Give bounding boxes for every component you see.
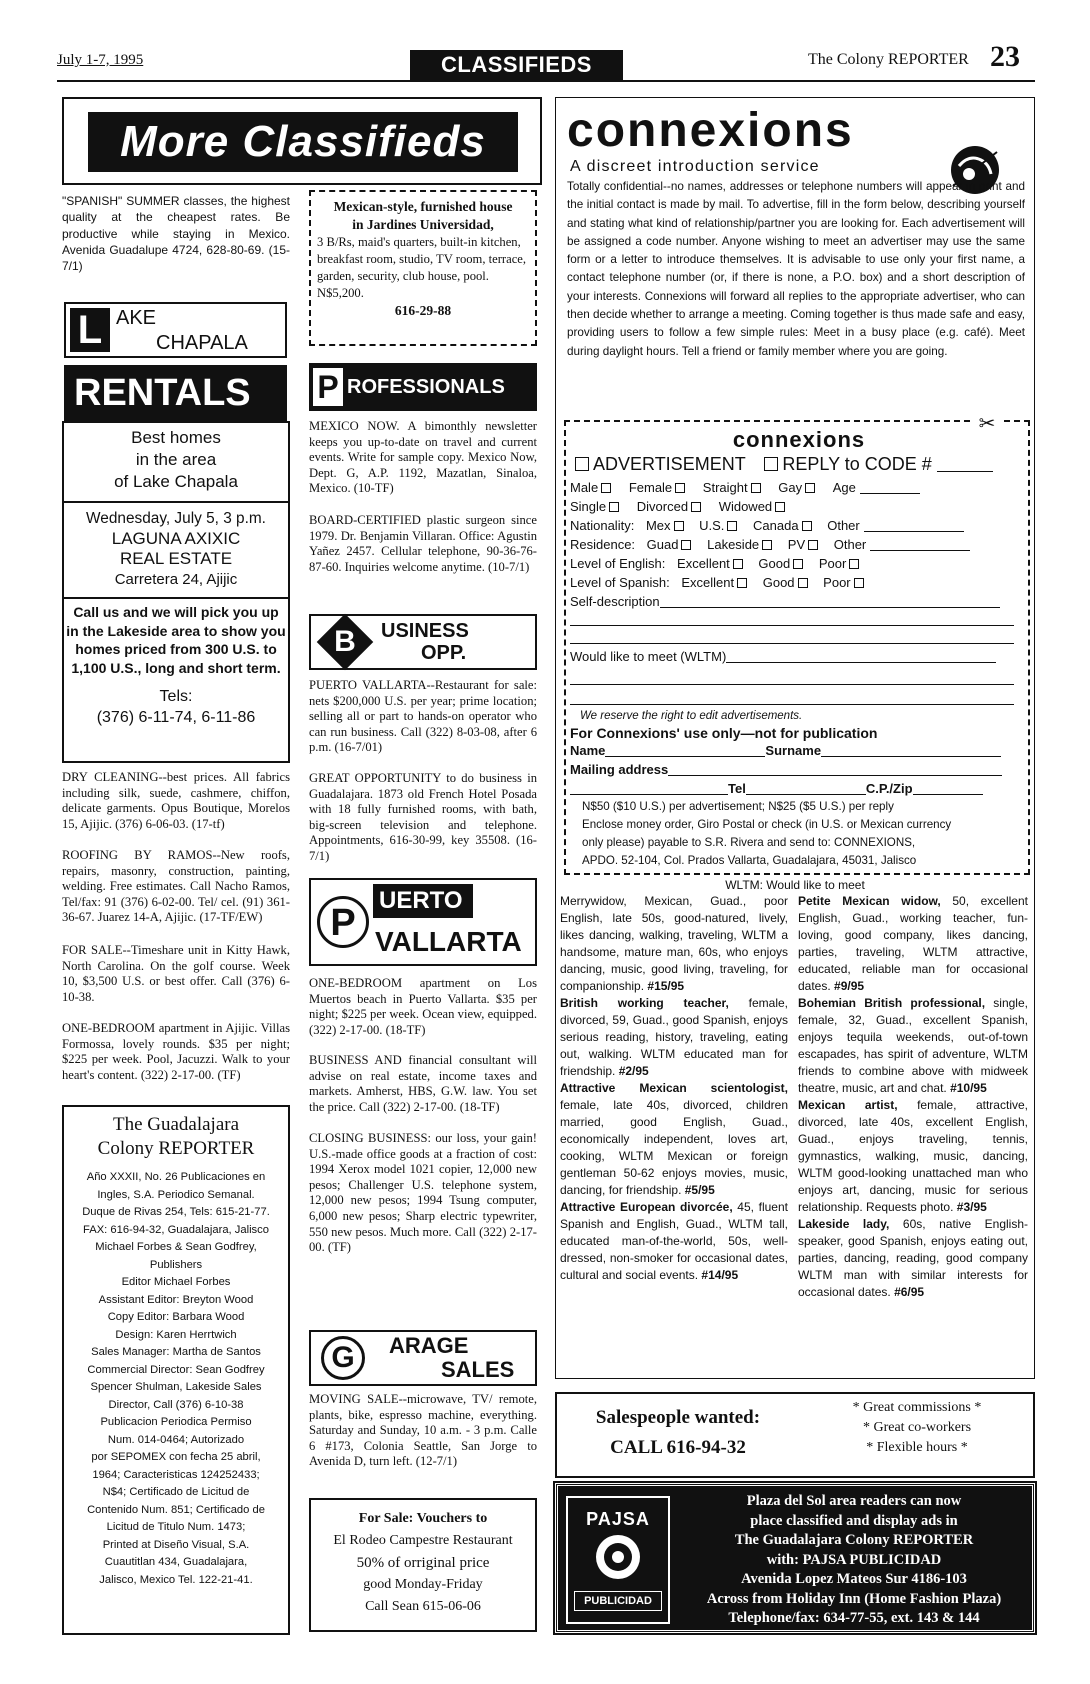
masthead-title2: Colony REPORTER: [97, 1138, 255, 1159]
masthead-line: Ingles, S.A. Periodico Semanal.: [97, 1188, 255, 1201]
gay-label: Gay: [778, 480, 803, 495]
masthead-line: Copy Editor: Barbara Wood: [107, 1311, 245, 1323]
coupon-row-type: [572, 452, 993, 476]
eng-poor-checkbox[interactable]: [849, 559, 859, 569]
business-title1: USINESS: [381, 620, 469, 642]
business-opp-banner: [309, 614, 537, 670]
salespeople-perk: * Flexible hours *: [866, 1440, 968, 1455]
other-res-label: Other: [833, 537, 867, 552]
masthead-line: Año XXXII, No. 26 Publicaciones en: [86, 1171, 266, 1183]
coupon-row-name: [570, 741, 1001, 760]
masthead-line: Cuautitlan 434, Guadalajara,: [104, 1556, 248, 1568]
mailing-field[interactable]: [668, 764, 1002, 776]
masthead-title1: The Guadalajara: [112, 1114, 240, 1135]
coupon-title: connexions: [732, 427, 866, 452]
lake-logo-ake: AKE: [116, 307, 157, 329]
personal-ad-text: female, divorced, 59, Guad., good Spanish, enjoys serious reading, history, traveling, eating out, walking. WLTM educated man for friendship.: [560, 996, 788, 1078]
rentals-best: Best homes: [131, 428, 221, 447]
rentals-banner: RENTALS: [64, 365, 287, 421]
personal-ad-heading: British working teacher,: [560, 996, 729, 1010]
selfdesc-field[interactable]: [660, 596, 1000, 608]
tel-label: Tel: [728, 781, 746, 796]
personal-ad-text: female, attractive, divorced, late 40s, excellent English, Guad., enjoys traveling, tennis, gymnastics, walking, music, dancing, WLTM good-looking unattached man who enjoys art, dancing, music for serious relationship. Requests photo.: [798, 1098, 1028, 1214]
straight-label: Straight: [702, 480, 748, 495]
personal-ad-code: #9/95: [834, 979, 865, 993]
masthead-lines: [64, 1169, 288, 1589]
personal-ad: [798, 1097, 1028, 1216]
coupon-row-nationality: [570, 516, 964, 535]
personal-ad-text: 45, fluent Spanish and English, Guad., WLTM tall, educated man-of-the-world, 50s, well-dressed, non-smoker for occasional dates, cultural and social events.: [560, 1200, 788, 1282]
masthead-line: Duque de Rivas 254, Tels: 615-21-77.: [82, 1206, 270, 1218]
pajsa-ad: [555, 1483, 1035, 1633]
lakeside-checkbox[interactable]: [762, 540, 772, 550]
spa-good-checkbox[interactable]: [798, 578, 808, 588]
spa-poor-checkbox[interactable]: [854, 578, 864, 588]
wltm-caption: WLTM: Would like to meet: [725, 878, 865, 892]
professionals-banner: [309, 363, 537, 411]
personal-ad-code: #10/95: [950, 1081, 987, 1095]
pajsa-lines: [678, 1492, 1030, 1629]
header-rule: [57, 80, 1035, 82]
eng-good-checkbox[interactable]: [793, 559, 803, 569]
mex-label: Mex: [645, 518, 671, 533]
pajsa-logo-bottom: PUBLICIDAD: [574, 1591, 662, 1611]
personal-ad-text: 50, excellent English, Guad., working teacher, fun-loving, good company, likes dancing, parties, traveling, WLTM attractive, educated, reliable man for occasional dates.: [798, 894, 1028, 993]
paper-name: [808, 51, 969, 69]
salespeople-ad: [555, 1392, 1035, 1478]
rentals-company2: REAL ESTATE: [119, 549, 233, 568]
masthead-line: N$4; Certificado de Licitud de: [102, 1486, 250, 1498]
cp-label: C.P./Zip: [865, 781, 913, 796]
masthead-line: Contenido Num. 851; Certificado de: [87, 1503, 265, 1516]
masthead-line: Publishers: [149, 1258, 203, 1271]
garage-sales-banner: [309, 1330, 537, 1386]
paper-reporter: REPORTER: [888, 51, 969, 68]
personal-ad-text: 60s, native English-speaker, good Spanish, enjoys eating out, parties, dancing, reading, good company WLTM man with similar interests for occasional dates.: [798, 1217, 1029, 1299]
vouchers-l4: good Monday-Friday: [363, 1577, 483, 1592]
ad-timeshare: FOR SALE--Timeshare unit in Kitty Hawk, North Carolina. On the golf course. Week 10, $3,500 U.S. or best offer. Call (376) 6-10-38.: [62, 943, 290, 1004]
other-nationality-field[interactable]: [864, 520, 964, 532]
ad-closing-business: CLOSING BUSINESS: our loss, your gain! U.S.-made office goods at a fraction of cost: 1994 Xerox model 1021 copier, 12,000 new pesos; Challenger U.S. telephone system, 12,000 new pesos; 1994 Tsung computer, 6,000 new pesos; Sharp electric typewriter, 550 new pesos. Much more. Call (322) 2-17-00. (TF): [309, 1131, 537, 1255]
personals-left: [560, 893, 788, 1284]
personals-right: [798, 893, 1028, 1301]
personal-ad-code: #5/95: [684, 1183, 715, 1197]
ad-mexico-now: MEXICO NOW. A bimonthly newsletter keeps you up-to-date on travel and current events. Write for sample copy. Mexico Now, Dept. G, A.P. 1192, Mazatlan, Sinaloa, Mexico. (10-TF): [309, 419, 537, 496]
personal-ad-heading: Petite Mexican widow,: [798, 894, 941, 908]
masthead-line: Design: Karen Herrtwich: [115, 1328, 237, 1341]
pv-label: PV: [787, 537, 806, 552]
personal-ad-code: #14/95: [701, 1268, 739, 1282]
rentals-company1: LAGUNA AXIXIC: [111, 529, 241, 548]
eng-excellent-checkbox[interactable]: [733, 559, 743, 569]
personal-ad-heading: Lakeside lady,: [798, 1217, 890, 1231]
pv-title2: VALLARTA: [375, 926, 522, 957]
age-field[interactable]: [860, 482, 920, 494]
vouchers-l5: Call Sean 615-06-06: [365, 1599, 481, 1614]
pv-letter: P: [317, 896, 369, 948]
masthead-line: Num. 014-0464; Autorizado: [107, 1433, 245, 1446]
masthead-line: por SEPOMEX con fecha 25 abril,: [91, 1451, 261, 1463]
rentals-road: Carretera 24, Ajijic: [114, 571, 238, 588]
guad-label: Guad: [646, 537, 679, 552]
divorced-label: Divorced: [636, 499, 689, 514]
masthead-line: Sales Manager: Martha de Santos: [91, 1346, 261, 1358]
english-label: Level of English:: [570, 556, 666, 571]
ad-dry-cleaning: DRY CLEANING--best prices. All fabrics including silk, suede, cashmere, chiffon, delicate garments. Opus Boutique, Morelos 15, Ajijic. (376) 6-06-03. (17-tf): [62, 770, 290, 831]
personal-ad: [798, 995, 1028, 1097]
pajsa-line: Plaza del Sol area readers can now: [746, 1493, 962, 1509]
age-label: Age: [832, 480, 856, 495]
personal-ad-heading: Bohemian British professional,: [798, 996, 986, 1010]
professionals-title: ROFESSIONALS: [347, 376, 505, 398]
wltm-line-3: [570, 704, 1014, 705]
rentals-in-area: in the area: [135, 450, 217, 469]
single-checkbox[interactable]: [609, 502, 619, 512]
ad-plastic-surgeon: BOARD-CERTIFIED plastic surgeon since 1979. Dr. Benjamin Villaran. Office: Agustin Yañez 2457. Cellular telephone, 90-36-76-87-60. Inquiries welcome anytime. (10-7/1): [309, 513, 537, 574]
more-classifieds-title: More Classifieds: [88, 112, 518, 172]
eng-poor-label: Poor: [818, 556, 847, 571]
single-label: Single: [570, 499, 607, 514]
rentals-date: Wednesday, July 5, 3 p.m.: [86, 510, 266, 527]
selfdesc-line-3: [570, 643, 1014, 644]
gay-checkbox[interactable]: [805, 483, 815, 493]
ad-great-opportunity: GREAT OPPORTUNITY to do business in Guadalajara. 1873 old French Hotel Posada with 18 fully furnished rooms, with bath, big-screen television and telephone. Appointments, 616-30-99, key 35508. (16-7/1): [309, 771, 537, 863]
pajsa-logo: [566, 1496, 670, 1624]
widowed-checkbox[interactable]: [775, 502, 785, 512]
pajsa-line: The Guadalajara Colony REPORTER: [734, 1532, 974, 1548]
us-label: U.S.: [699, 518, 725, 533]
mailing-label: Mailing address: [570, 762, 669, 777]
mexican-house-ad: [309, 190, 537, 346]
coupon-price: N$50 ($10 U.S.) per advertisement; N$25 ($5 U.S.) per reply: [582, 800, 894, 813]
reply-checkbox[interactable]: [764, 457, 778, 471]
pv-checkbox[interactable]: [808, 540, 818, 550]
pajsa-logo-top: PAJSA: [586, 1509, 650, 1529]
professionals-letter: P: [313, 368, 343, 406]
rentals-call: Call us and we will pick you up in the Lakeside area to show you homes priced from 300 U.S. to 1,100 U.S., long and short term.: [66, 604, 286, 676]
name-label: Name: [570, 743, 606, 758]
personal-ad-text: Merrywidow, Mexican, Guad., poor English, late 50s, good-natured, lively, likes dancing, walking, traveling, WLTM a handsome, mature man, 60s, who enjoys dancing, music, good living, traveling, for companionship.: [560, 894, 788, 993]
pajsa-line: Avenida Lopez Mateos Sur 4186-103: [741, 1571, 967, 1587]
rentals-tels: (376) 6-11-74, 6-11-86: [96, 709, 256, 726]
name-field[interactable]: [605, 745, 765, 757]
spa-excellent-checkbox[interactable]: [737, 578, 747, 588]
coupon-apdo: APDO. 52-104, Col. Prados Vallarta, Guadalajara, 45031, Jalisco: [582, 854, 917, 867]
widowed-label: Widowed: [718, 499, 773, 514]
ad-spanish-classes: "SPANISH" SUMMER classes, the highest quality at the cheapest rates. Be productive while staying in Mexico. Avenida Guadalupe 4724, 628-80-69. (15-7/1): [62, 194, 290, 274]
ad-business-financial: BUSINESS AND financial consultant will advise on real estate, income taxes and markets. Amherst, HBS, G.W. law. You set the price. Call (322) 2-17-00. (18-TF): [309, 1053, 537, 1114]
spa-good-label: Good: [762, 575, 795, 590]
connexions-subtitle: A discreet introduction service: [570, 158, 820, 175]
spa-excellent-label: Excellent: [681, 575, 735, 590]
coupon-reserve: We reserve the right to edit advertisements.: [580, 710, 803, 722]
masthead-line: Michael Forbes & Sean Godfrey,: [95, 1241, 257, 1253]
female-checkbox[interactable]: [675, 483, 685, 493]
vouchers-ad: [309, 1498, 537, 1632]
personal-ad: [798, 1216, 1028, 1301]
masthead-line: Spencer Shulman, Lakeside Sales: [90, 1381, 262, 1393]
wltm-line-2: [570, 684, 1014, 685]
other-nat-label: Other: [827, 518, 860, 533]
vouchers-l1: For Sale: Vouchers to: [358, 1511, 488, 1526]
selfdesc-label: Self-description: [570, 594, 660, 609]
spanish-label: Level of Spanish:: [570, 575, 670, 590]
salespeople-title: Salespeople wanted:: [595, 1407, 761, 1428]
ad-roofing: ROOFING BY RAMOS--New roofs, repairs, masonry, construction, painting, welding. Free estimates. Call Nacho Ramos, Tel/fax: 91 (376) 6-02-00. Tel/ cel. (91) 361-36-67. Juarez 14-A, Ajijic. (17-TF/EW): [62, 848, 290, 925]
coupon-row-tel: [570, 779, 983, 798]
vouchers-l3: 50% of orriginal price: [356, 1555, 490, 1571]
guad-checkbox[interactable]: [681, 540, 691, 550]
ad-moving-sale: MOVING SALE--microwave, TV/ remote, plants, bike, espresso machine, everything. Saturday and Sunday, 10 a.m. - 3 p.m. Calle 6 #173, Colonia Seattle, San Jorge to Avenida D, turn left. (12-7/1): [309, 1392, 537, 1469]
pv-title1: UERTO: [373, 884, 473, 918]
other-residence-field[interactable]: [870, 539, 970, 551]
divorced-checkbox[interactable]: [691, 502, 701, 512]
garage-letter: G: [321, 1336, 365, 1380]
personal-ad: [798, 893, 1028, 995]
personal-ad-heading: Attractive Mexican scientologist,: [560, 1081, 788, 1095]
masthead-line: Commercial Director: Sean Godfrey: [87, 1363, 265, 1376]
salespeople-phone: CALL 616-94-32: [610, 1437, 746, 1458]
pajsa-line: Across from Holiday Inn (Home Fashion Plaza): [706, 1590, 1002, 1607]
pajsa-line: place classified and display ads in: [750, 1512, 958, 1529]
coupon-row-residence: [570, 535, 970, 554]
personal-ad: [560, 995, 788, 1080]
wltm-field[interactable]: [726, 651, 996, 663]
mexican-house-body: 3 B/Rs, maid's quarters, built-in kitchen, breakfast room, studio, TV room, terrace, garden, security, club house, pool. N$5,200.: [317, 235, 527, 300]
male-label: Male: [570, 480, 599, 495]
coupon-row-spanish: [570, 573, 868, 592]
personal-ad-heading: Attractive European divorcée,: [560, 1200, 733, 1214]
personal-ad: [560, 893, 788, 995]
salespeople-perk: * Great commissions *: [852, 1400, 982, 1415]
coupon-foruse: For Connexions' use only—not for publication: [570, 725, 878, 741]
reply-code-field[interactable]: [937, 460, 993, 472]
tel-field[interactable]: [746, 783, 866, 795]
masthead-line: Licitud de Titulo Num. 1473;: [106, 1521, 246, 1533]
pajsa-line: with: PAJSA PUBLICIDAD: [766, 1551, 942, 1568]
personal-ad: [560, 1199, 788, 1284]
scissors-icon: ✂: [970, 414, 1004, 434]
eng-good-label: Good: [758, 556, 791, 571]
canada-checkbox[interactable]: [802, 521, 812, 531]
coupon-row-mailing: [570, 760, 1002, 779]
section-banner: CLASSIFIEDS: [410, 50, 623, 80]
selfdesc-line-2: [570, 625, 1014, 626]
personal-ad-code: #15/95: [647, 979, 685, 993]
masthead-line: Assistant Editor: Breyton Wood: [98, 1293, 254, 1306]
personal-ad: [560, 1080, 788, 1199]
masthead-line: 1964; Caracteristicas 124252433;: [92, 1468, 260, 1481]
surname-label: Surname: [765, 743, 822, 758]
personal-ad-code: #3/95: [956, 1200, 987, 1214]
spa-poor-label: Poor: [823, 575, 851, 590]
advertisement-label: ADVERTISEMENT: [593, 454, 746, 474]
ad-pv-apartment: ONE-BEDROOM apartment on Los Muertos beach in Puerto Vallarta. $35 per night; $225 per week. Ocean view, equipped. (322) 2-17-00. (18-TF): [309, 976, 537, 1037]
coupon-only: only please) payable to S.R. Rivera and send to: CONNEXIONS,: [582, 836, 916, 849]
personal-ad-text: single, female, 32, Guad., excellent Spanish, enjoys tequila weekends, out-of-town escapades, has spirit of adventure, WLTM friends to combine above with midweek theatre, music, art and chat.: [798, 996, 1028, 1095]
pajsa-line: Telephone/fax: 634-77-55, ext. 143 & 144: [728, 1610, 980, 1626]
salespeople-perks: [817, 1398, 1017, 1458]
mexican-house-title1: Mexican-style, furnished house: [333, 199, 513, 214]
surname-field[interactable]: [821, 745, 1001, 757]
coupon-row-selfdesc: [570, 592, 1000, 611]
coupon-row-english: [570, 554, 863, 573]
coupon-row-status: [570, 497, 789, 516]
masthead-line: Jalisco, Mexico Tel. 122-21-41.: [99, 1573, 253, 1586]
male-checkbox[interactable]: [601, 483, 611, 493]
cp-field[interactable]: [913, 783, 983, 795]
eng-excellent-label: Excellent: [677, 556, 730, 571]
reply-label: REPLY to CODE #: [782, 454, 932, 474]
page-number: 23: [990, 40, 1020, 73]
rentals-tels-label: Tels:: [159, 688, 193, 705]
masthead-line: Printed at Diseño Visual, S.A.: [102, 1538, 250, 1551]
rentals-of-lake: of Lake Chapala: [114, 472, 238, 491]
vouchers-l2: El Rodeo Campestre Restaurant: [333, 1533, 513, 1548]
garage-title2: SALES: [441, 1357, 515, 1382]
masthead-line: FAX: 616-94-32, Guadalajara, Jalisco: [83, 1223, 269, 1236]
personal-ad-code: #6/95: [894, 1285, 925, 1299]
advertisement-checkbox[interactable]: [575, 457, 589, 471]
female-label: Female: [628, 480, 673, 495]
straight-checkbox[interactable]: [751, 483, 761, 493]
lakeside-label: Lakeside: [707, 537, 760, 552]
connexions-title: connexions: [567, 104, 854, 157]
business-title2: OPP.: [421, 642, 467, 664]
mexican-house-title2: in Jardines Universidad,: [352, 217, 494, 232]
garage-title1: ARAGE: [389, 1333, 469, 1358]
masthead: [62, 1105, 290, 1635]
us-checkbox[interactable]: [727, 521, 737, 531]
masthead-line: Director, Call (376) 6-10-38: [108, 1398, 244, 1411]
personal-ad-text: female, late 40s, divorced, children married, good English, Guad., economically independent, loves art, cooking, WLTM Mexican or foreign gentleman 50-62 enjoys movies, music, dancing, for friendship.: [560, 1098, 788, 1197]
coupon-enclose: Enclose money order, Giro Postal or check (in U.S. or Mexican currency: [582, 818, 952, 831]
rentals-ad: [62, 421, 290, 763]
masthead-line: Editor Michael Forbes: [121, 1276, 231, 1288]
nationality-label: Nationality:: [570, 518, 635, 533]
lake-logo-chapala: CHAPALA: [156, 332, 248, 354]
address-line-field[interactable]: [570, 783, 728, 795]
coupon-row-wltm: [570, 647, 996, 666]
ad-pv-restaurant: PUERTO VALLARTA--Restaurant for sale: nets $200,000 U.S. per year; prime location; selling all or part to hands-on operator who can run business. Call (322) 8-03-08, after 6 p.m. (16-7/01): [309, 678, 537, 755]
mexican-house-phone: 616-29-88: [394, 303, 452, 318]
connexions-intro: Totally confidential--no names, addresses or telephone numbers will appear in print and the initial contact is made by mail. To advertise, fill in the form below, describing yourself and stating what kind of relationship/partner you are looking for. Each advertisement will be assigned a code number. Anyone wishing to meet an advertiser may use the same form or a letter to introduce themselves. It is advisable to use only your first name, a contact telephone number (or, if there is none, a P.O. box) and a short description of your interests. Connexions will forward all replies to the appropriate advertiser, who can then decide whether to arrange a meeting. Coming together is thus made safe and easy, providing users to follow a few simple rules: Meet in a busy place (e.g. café). Meet during daylight hours. Tell a friend or family member where you are going.: [567, 180, 1025, 358]
business-letter-b: B: [334, 625, 356, 658]
lake-logo-letter: L: [70, 308, 110, 352]
mex-checkbox[interactable]: [674, 521, 684, 531]
salespeople-perk: * Great co-workers: [862, 1420, 972, 1435]
ad-one-bedroom-ajijic: ONE-BEDROOM apartment in Ajijic. Villas Formossa, lovely rounds. $35 per night; $225 per week. Pool, Jacuzzi. Walk to your heart's content. (322) 2-17-00. (TF): [62, 1021, 290, 1082]
personal-ad-heading: Mexican artist,: [798, 1098, 898, 1112]
canada-label: Canada: [753, 518, 799, 533]
lake-chapala-logo: [64, 302, 287, 358]
masthead-line: Publicacion Periodica Permiso: [100, 1416, 252, 1428]
coupon-row-sex: [570, 478, 920, 497]
issue-date: July 1-7, 1995: [57, 52, 144, 68]
pajsa-emblem-icon: [590, 1532, 646, 1582]
paper-prefix: The Colony: [808, 51, 888, 68]
personal-ad-code: #2/95: [618, 1064, 649, 1078]
wltm-label: Would like to meet (WLTM): [570, 649, 727, 664]
puerto-vallarta-banner: [309, 878, 537, 966]
residence-label: Residence:: [570, 537, 636, 552]
